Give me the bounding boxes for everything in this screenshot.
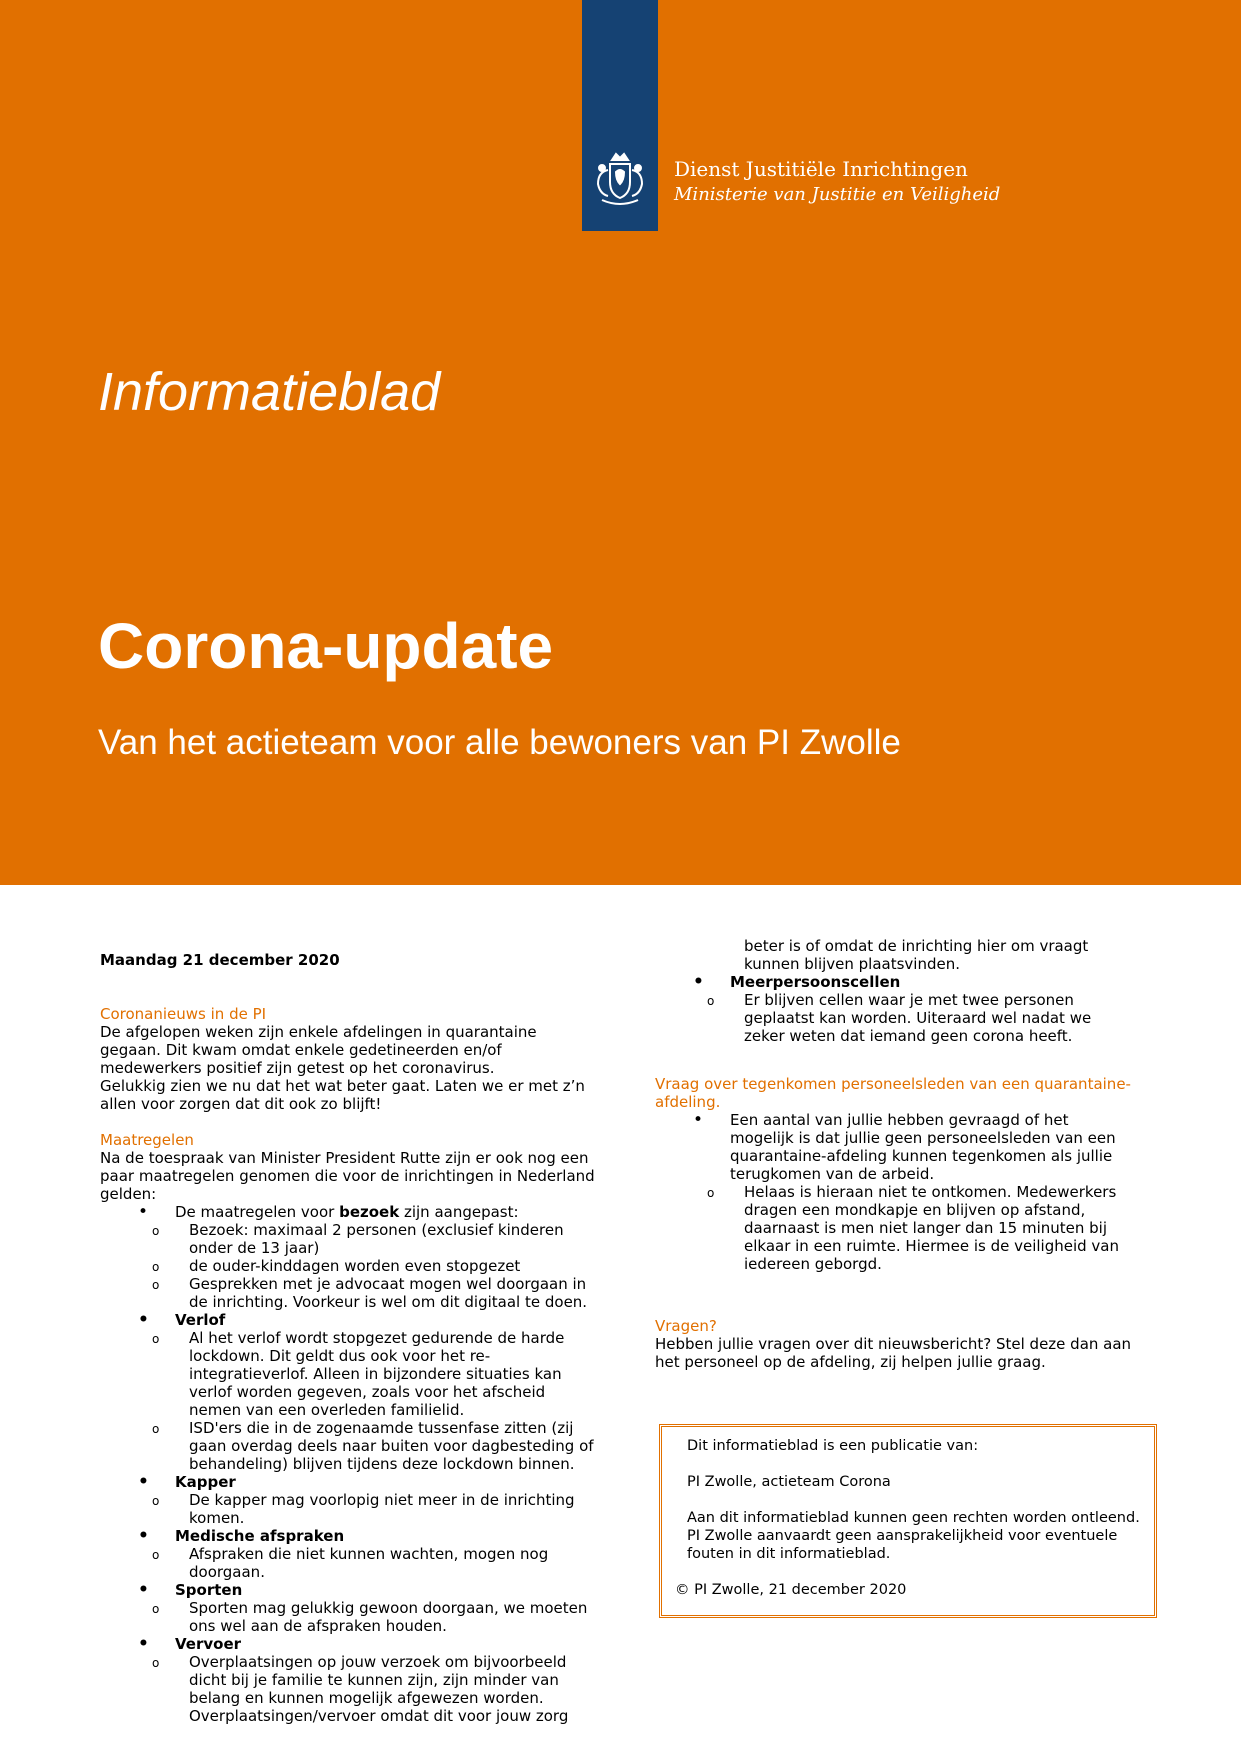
list-subitem: o Sporten mag gelukkig gewoon doorgaan, we moeten ons wel aan de afspraken houden. — [100, 1599, 600, 1635]
question-heading: Vraag over tegenkomen personeelsleden van een quarantaine-afdeling. — [655, 1075, 1131, 1111]
list-subitem: o Gesprekken met je advocaat mogen wel doorgaan in de inrichting. Voorkeur is wel om dit digitaal te doen. — [100, 1275, 600, 1311]
news-paragraph-2: Gelukkig zien we nu dat het wat beter gaat. Laten we er met z’n allen voor zorgen dat dit ook zo blijft! — [100, 1077, 585, 1113]
news-paragraph: De afgelopen weken zijn enkele afdelingen in quarantaine gegaan. Dit kwam omdat enkele gedetineerden en/of medewerkers positief zijn getest op het coronavirus. — [100, 1023, 537, 1077]
questions-heading: Vragen? — [655, 1317, 717, 1335]
left-column — [100, 939, 600, 1725]
colophon-box — [659, 1424, 1157, 1618]
question-list — [655, 1111, 1135, 1273]
list-item-visit — [100, 1203, 600, 1221]
publication-date: Maandag 21 december 2020 — [100, 951, 340, 969]
list-subitem: o ISD'ers die in de zogenaamde tussenfase zitten (zij gaan overdag deels naar buiten voor dagbesteding of behandeling) blijven tijdens deze lockdown binnen. — [100, 1419, 600, 1473]
logo-block — [582, 0, 658, 231]
list-subitem: o Helaas is hieraan niet te ontkomen. Medewerkers dragen een mondkapje en blijven op afstand, daarnaast is men niet langer dan 15 minuten bij elkaar in een ruimte. Hiermee is de veiligheid van iedereen geborgd. — [655, 1183, 1135, 1273]
organization-name: Dienst Justitiële Inrichtingen — [674, 157, 968, 181]
page-subtitle: Van het actieteam voor alle bewoners van PI Zwolle — [98, 723, 901, 762]
measures-intro: Na de toespraak van Minister President Rutte zijn er ook nog een paar maatregelen genomen die voor de inrichtingen in Nederland gelden: — [100, 1149, 595, 1203]
copyright-notice: © PI Zwolle, 21 december 2020 — [675, 1582, 907, 1598]
list-subitem: o Bezoek: maximaal 2 personen (exclusief kinderen onder de 13 jaar) — [100, 1221, 600, 1257]
list-subitem: o Overplaatsingen op jouw verzoek om bijvoorbeeld dicht bij je familie te kunnen zijn, zijn minder van belang en kunnen mogelijk afgewezen worden. Overplaatsingen/vervoer omdat dit voor jouw zorg — [100, 1653, 600, 1725]
measures-heading: Maatregelen — [100, 1131, 194, 1149]
list-subitem: o De kapper mag voorlopig niet meer in de inrichting komen. — [100, 1491, 600, 1527]
list-subitem-continued: beter is of omdat de inrichting hier om vraagt kunnen blijven plaatsvinden. — [744, 937, 1089, 973]
measures-list — [100, 1203, 600, 1725]
list-item-question: • Een aantal van jullie hebben gevraagd of het mogelijk is dat jullie geen personeelsleden van een quarantaine-afdeling kunnen tegenkomen als jullie terugkomen van de arbeid. — [655, 1111, 1135, 1183]
list-item-cells: • Meerpersoonscellen — [655, 973, 1135, 991]
page-title: Corona-update — [98, 610, 554, 682]
list-item-barber: • Kapper — [100, 1473, 600, 1491]
list-subitem: o Afspraken die niet kunnen wachten, mogen nog doorgaan. — [100, 1545, 600, 1581]
list-item-medical: • Medische afspraken — [100, 1527, 600, 1545]
list-subitem: o Al het verlof wordt stopgezet gedurende de harde lockdown. Dit geldt dus ook voor het re-integratieverlof. Alleen in bijzondere situaties kan verlof worden gegeven, zoals voor het afscheid nemen van een overleden familielid. — [100, 1329, 600, 1419]
list-subitem: o Er blijven cellen waar je met twee personen geplaatst kan worden. Uiteraard wel nadat we zeker weten dat iemand geen corona heeft. — [655, 991, 1135, 1045]
list-subitem: o de ouder-kinddagen worden even stopgezet — [100, 1257, 600, 1275]
news-heading: Coronanieuws in de PI — [100, 1005, 267, 1023]
ministry-name: Ministerie van Justitie en Veiligheid — [674, 184, 1001, 205]
royal-coat-of-arms-icon — [590, 150, 650, 212]
document-type: Informatieblad — [98, 362, 441, 422]
visit-text-pre: De maatregelen voor — [175, 1203, 340, 1221]
visit-text-post: zijn aangepast: — [399, 1203, 519, 1221]
colophon-line: Dit informatieblad is een publicatie van: — [687, 1438, 979, 1454]
list-item-leave: • Verlof — [100, 1311, 600, 1329]
questions-text: Hebben jullie vragen over dit nieuwsbericht? Stel deze dan aan het personeel op de afdeling, zij helpen jullie graag. — [655, 1335, 1132, 1371]
colophon-disclaimer: Aan dit informatieblad kunnen geen rechten worden ontleend. PI Zwolle aanvaardt geen aansprakelijkheid voor eventuele fouten in dit informatieblad. — [687, 1510, 1140, 1562]
colophon-publisher: PI Zwolle, actieteam Corona — [687, 1474, 891, 1490]
list-item-sport: • Sporten — [100, 1581, 600, 1599]
measures-list-continued — [655, 937, 1135, 1045]
right-column — [655, 937, 1135, 1371]
list-item-transport: • Vervoer — [100, 1635, 600, 1653]
visit-keyword: bezoek — [339, 1203, 400, 1221]
